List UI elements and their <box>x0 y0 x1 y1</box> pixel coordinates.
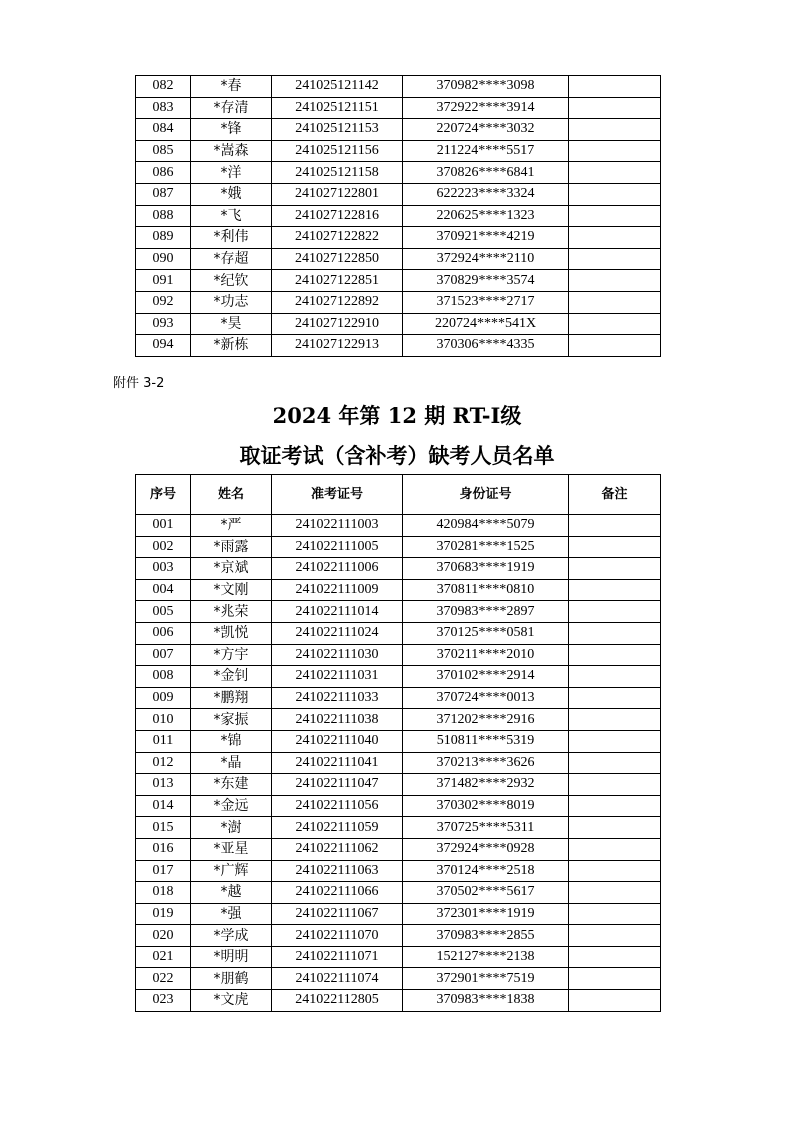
cell-remarks <box>569 313 661 335</box>
cell-id-number: 370102****2914 <box>403 666 569 688</box>
cell-seq: 021 <box>136 946 191 968</box>
cell-seq: 090 <box>136 248 191 270</box>
cell-remarks <box>569 536 661 558</box>
table-row <box>136 162 661 184</box>
cell-exam-number: 241027122851 <box>272 270 403 292</box>
cell-name: *严 <box>191 515 272 537</box>
table-row <box>136 205 661 227</box>
cell-remarks <box>569 601 661 623</box>
cell-name: *利伟 <box>191 227 272 249</box>
table-row <box>136 76 661 98</box>
cell-exam-number: 241025121153 <box>272 119 403 141</box>
cell-name: *纪钦 <box>191 270 272 292</box>
table-row <box>136 946 661 968</box>
cell-seq: 015 <box>136 817 191 839</box>
cell-remarks <box>569 925 661 947</box>
cell-remarks <box>569 270 661 292</box>
table-row <box>136 515 661 537</box>
cell-exam-number: 241025121156 <box>272 140 403 162</box>
cell-seq: 018 <box>136 882 191 904</box>
cell-seq: 002 <box>136 536 191 558</box>
cell-name: *东建 <box>191 774 272 796</box>
cell-remarks <box>569 838 661 860</box>
cell-seq: 017 <box>136 860 191 882</box>
page-title-line1: 2024 年第 12 期 RT-Ⅰ级 <box>272 403 522 428</box>
cell-id-number: 372901****7519 <box>403 968 569 990</box>
cell-exam-number: 241027122892 <box>272 291 403 313</box>
cell-name: *昊 <box>191 313 272 335</box>
cell-remarks <box>569 140 661 162</box>
cell-exam-number: 241027122910 <box>272 313 403 335</box>
cell-seq: 022 <box>136 968 191 990</box>
cell-id-number: 370213****3626 <box>403 752 569 774</box>
attachment-label: 附件 3-2 <box>113 376 165 391</box>
cell-seq: 012 <box>136 752 191 774</box>
table-row <box>136 752 661 774</box>
table-row <box>136 270 661 292</box>
cell-seq: 092 <box>136 291 191 313</box>
cell-name: *文刚 <box>191 579 272 601</box>
cell-id-number: 370725****5311 <box>403 817 569 839</box>
cell-remarks <box>569 205 661 227</box>
cell-exam-number: 241022111070 <box>272 925 403 947</box>
cell-remarks <box>569 882 661 904</box>
cell-id-number: 370281****1525 <box>403 536 569 558</box>
cell-seq: 013 <box>136 774 191 796</box>
table-row <box>136 335 661 357</box>
cell-seq: 094 <box>136 335 191 357</box>
cell-id-number: 370811****0810 <box>403 579 569 601</box>
cell-id-number: 370124****2518 <box>403 860 569 882</box>
cell-remarks <box>569 860 661 882</box>
cell-exam-number: 241022111056 <box>272 795 403 817</box>
cell-remarks <box>569 752 661 774</box>
cell-seq: 083 <box>136 97 191 119</box>
cell-id-number: 370125****0581 <box>403 622 569 644</box>
table-row <box>136 140 661 162</box>
table-row <box>136 97 661 119</box>
table-row <box>136 248 661 270</box>
cell-remarks <box>569 644 661 666</box>
cell-id-number: 370826****6841 <box>403 162 569 184</box>
cell-seq: 011 <box>136 730 191 752</box>
cell-id-number: 420984****5079 <box>403 515 569 537</box>
table-body <box>136 515 661 1012</box>
cell-name: *强 <box>191 903 272 925</box>
table-row <box>136 622 661 644</box>
cell-remarks <box>569 990 661 1012</box>
cell-name: *锦 <box>191 730 272 752</box>
cell-name: *京斌 <box>191 558 272 580</box>
cell-name: *洋 <box>191 162 272 184</box>
cell-exam-number: 241022112805 <box>272 990 403 1012</box>
cell-seq: 009 <box>136 687 191 709</box>
cell-id-number: 370306****4335 <box>403 335 569 357</box>
cell-id-number: 370302****8019 <box>403 795 569 817</box>
table-row <box>136 666 661 688</box>
cell-remarks <box>569 183 661 205</box>
cell-exam-number: 241022111040 <box>272 730 403 752</box>
cell-exam-number: 241022111038 <box>272 709 403 731</box>
cell-name: *亚星 <box>191 838 272 860</box>
cell-name: *金钊 <box>191 666 272 688</box>
cell-exam-number: 241027122822 <box>272 227 403 249</box>
cell-exam-number: 241022111066 <box>272 882 403 904</box>
cell-remarks <box>569 774 661 796</box>
cell-remarks <box>569 795 661 817</box>
table-header-row <box>136 475 661 515</box>
cell-id-number: 371202****2916 <box>403 709 569 731</box>
cell-name: *朋鹤 <box>191 968 272 990</box>
cell-name: *飞 <box>191 205 272 227</box>
cell-exam-number: 241027122801 <box>272 183 403 205</box>
cell-exam-number: 241022111074 <box>272 968 403 990</box>
cell-exam-number: 241022111003 <box>272 515 403 537</box>
cell-name: *家振 <box>191 709 272 731</box>
cell-exam-number: 241022111014 <box>272 601 403 623</box>
cell-remarks <box>569 558 661 580</box>
cell-id-number: 372924****0928 <box>403 838 569 860</box>
cell-seq: 003 <box>136 558 191 580</box>
cell-remarks <box>569 730 661 752</box>
table-row <box>136 795 661 817</box>
cell-exam-number: 241022111047 <box>272 774 403 796</box>
cell-name: *澍 <box>191 817 272 839</box>
cell-remarks <box>569 622 661 644</box>
table-row <box>136 183 661 205</box>
cell-remarks <box>569 119 661 141</box>
cell-remarks <box>569 162 661 184</box>
cell-remarks <box>569 76 661 98</box>
cell-name: *鹏翔 <box>191 687 272 709</box>
cell-exam-number: 241022111006 <box>272 558 403 580</box>
cell-seq: 004 <box>136 579 191 601</box>
header-seq: 序号 <box>136 475 191 515</box>
cell-name: *学成 <box>191 925 272 947</box>
continued-absentee-table <box>135 75 661 357</box>
cell-exam-number: 241022111062 <box>272 838 403 860</box>
cell-remarks <box>569 248 661 270</box>
cell-name: *锋 <box>191 119 272 141</box>
table-row <box>136 536 661 558</box>
cell-id-number: 371482****2932 <box>403 774 569 796</box>
cell-id-number: 370211****2010 <box>403 644 569 666</box>
table-row <box>136 730 661 752</box>
cell-seq: 005 <box>136 601 191 623</box>
cell-exam-number: 241022111009 <box>272 579 403 601</box>
cell-id-number: 372922****3914 <box>403 97 569 119</box>
cell-id-number: 152127****2138 <box>403 946 569 968</box>
cell-seq: 085 <box>136 140 191 162</box>
cell-remarks <box>569 579 661 601</box>
cell-seq: 082 <box>136 76 191 98</box>
header-remarks: 备注 <box>569 475 661 515</box>
cell-seq: 087 <box>136 183 191 205</box>
cell-exam-number: 241022111071 <box>272 946 403 968</box>
cell-id-number: 622223****3324 <box>403 183 569 205</box>
header-exam-number: 准考证号 <box>272 475 403 515</box>
cell-id-number: 370829****3574 <box>403 270 569 292</box>
cell-id-number: 371523****2717 <box>403 291 569 313</box>
cell-id-number: 211224****5517 <box>403 140 569 162</box>
cell-exam-number: 241022111059 <box>272 817 403 839</box>
cell-seq: 016 <box>136 838 191 860</box>
cell-name: *新栋 <box>191 335 272 357</box>
cell-id-number: 370502****5617 <box>403 882 569 904</box>
table-row <box>136 882 661 904</box>
cell-remarks <box>569 666 661 688</box>
cell-seq: 008 <box>136 666 191 688</box>
cell-id-number: 370683****1919 <box>403 558 569 580</box>
header-name: 姓名 <box>191 475 272 515</box>
table-row <box>136 903 661 925</box>
cell-exam-number: 241022111031 <box>272 666 403 688</box>
cell-seq: 084 <box>136 119 191 141</box>
cell-exam-number: 241027122913 <box>272 335 403 357</box>
cell-id-number: 370982****3098 <box>403 76 569 98</box>
cell-remarks <box>569 97 661 119</box>
cell-seq: 019 <box>136 903 191 925</box>
cell-name: *嵩森 <box>191 140 272 162</box>
table-row <box>136 227 661 249</box>
table-row <box>136 644 661 666</box>
cell-remarks <box>569 335 661 357</box>
cell-seq: 001 <box>136 515 191 537</box>
cell-id-number: 370921****4219 <box>403 227 569 249</box>
cell-seq: 091 <box>136 270 191 292</box>
cell-id-number: 372301****1919 <box>403 903 569 925</box>
table-row <box>136 860 661 882</box>
cell-remarks <box>569 968 661 990</box>
cell-id-number: 372924****2110 <box>403 248 569 270</box>
cell-remarks <box>569 291 661 313</box>
cell-remarks <box>569 687 661 709</box>
cell-name: *雨露 <box>191 536 272 558</box>
cell-seq: 020 <box>136 925 191 947</box>
cell-name: *晶 <box>191 752 272 774</box>
cell-seq: 006 <box>136 622 191 644</box>
cell-id-number: 370724****0013 <box>403 687 569 709</box>
cell-exam-number: 241027122816 <box>272 205 403 227</box>
cell-name: *凯悦 <box>191 622 272 644</box>
cell-exam-number: 241025121158 <box>272 162 403 184</box>
cell-seq: 086 <box>136 162 191 184</box>
table-row <box>136 119 661 141</box>
cell-id-number: 370983****2897 <box>403 601 569 623</box>
cell-name: *金远 <box>191 795 272 817</box>
cell-name: *方宇 <box>191 644 272 666</box>
cell-id-number: 220724****3032 <box>403 119 569 141</box>
cell-exam-number: 241022111024 <box>272 622 403 644</box>
cell-exam-number: 241022111067 <box>272 903 403 925</box>
cell-seq: 010 <box>136 709 191 731</box>
table-row <box>136 968 661 990</box>
table-row <box>136 817 661 839</box>
cell-exam-number: 241027122850 <box>272 248 403 270</box>
cell-seq: 093 <box>136 313 191 335</box>
cell-exam-number: 241022111063 <box>272 860 403 882</box>
table-row <box>136 558 661 580</box>
table-row <box>136 838 661 860</box>
cell-exam-number: 241022111033 <box>272 687 403 709</box>
cell-id-number: 370983****2855 <box>403 925 569 947</box>
cell-name: *文虎 <box>191 990 272 1012</box>
cell-name: *娥 <box>191 183 272 205</box>
cell-seq: 088 <box>136 205 191 227</box>
table-row <box>136 579 661 601</box>
cell-seq: 089 <box>136 227 191 249</box>
cell-seq: 014 <box>136 795 191 817</box>
page-title-line2: 取证考试（含补考）缺考人员名单 <box>239 443 555 468</box>
cell-name: *越 <box>191 882 272 904</box>
table-row <box>136 774 661 796</box>
table-row <box>136 313 661 335</box>
cell-exam-number: 241022111005 <box>272 536 403 558</box>
cell-seq: 023 <box>136 990 191 1012</box>
cell-remarks <box>569 515 661 537</box>
table-row <box>136 601 661 623</box>
table-row <box>136 925 661 947</box>
cell-remarks <box>569 709 661 731</box>
cell-exam-number: 241022111030 <box>272 644 403 666</box>
cell-remarks <box>569 946 661 968</box>
cell-name: *广辉 <box>191 860 272 882</box>
cell-name: *存清 <box>191 97 272 119</box>
header-id-number: 身份证号 <box>403 475 569 515</box>
cell-exam-number: 241025121151 <box>272 97 403 119</box>
cell-exam-number: 241022111041 <box>272 752 403 774</box>
cell-name: *存超 <box>191 248 272 270</box>
cell-exam-number: 241025121142 <box>272 76 403 98</box>
cell-name: *兆荣 <box>191 601 272 623</box>
table-row <box>136 291 661 313</box>
table-row <box>136 709 661 731</box>
cell-name: *明明 <box>191 946 272 968</box>
absentee-table <box>135 474 661 1012</box>
continued-table-body <box>136 76 661 357</box>
cell-id-number: 220625****1323 <box>403 205 569 227</box>
cell-name: *春 <box>191 76 272 98</box>
cell-remarks <box>569 903 661 925</box>
table-row <box>136 990 661 1012</box>
cell-remarks <box>569 817 661 839</box>
cell-id-number: 510811****5319 <box>403 730 569 752</box>
table-row <box>136 687 661 709</box>
cell-seq: 007 <box>136 644 191 666</box>
cell-name: *功志 <box>191 291 272 313</box>
cell-id-number: 220724****541X <box>403 313 569 335</box>
cell-id-number: 370983****1838 <box>403 990 569 1012</box>
cell-remarks <box>569 227 661 249</box>
